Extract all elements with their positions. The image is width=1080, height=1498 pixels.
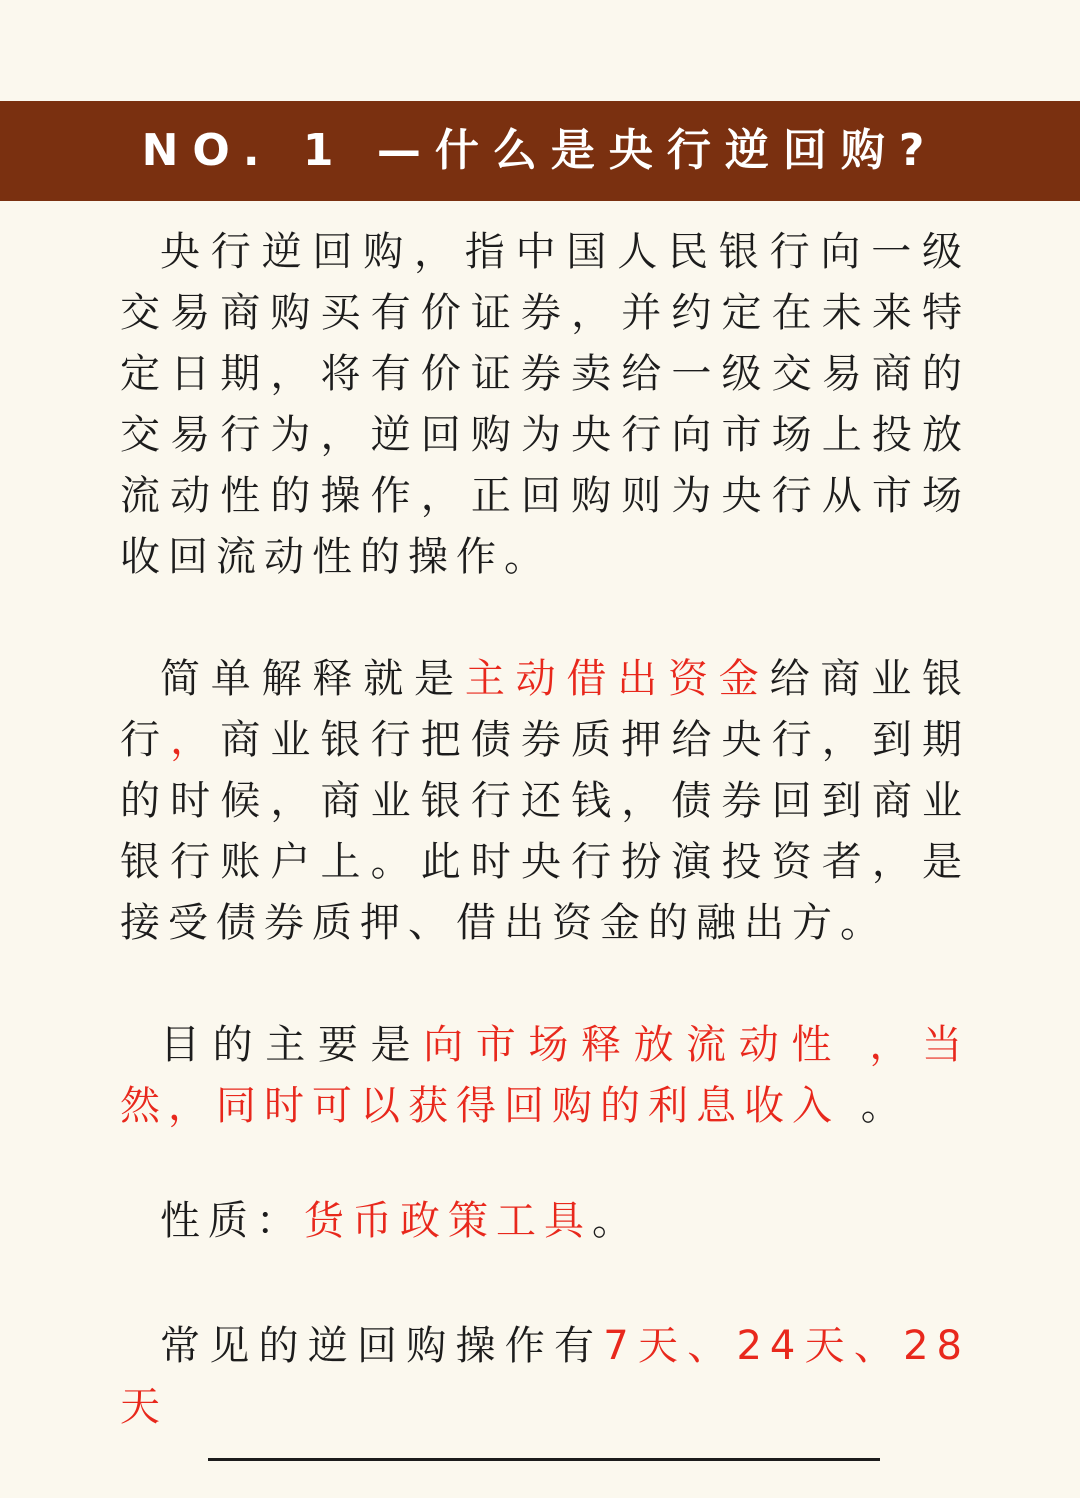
explanation-text: 商业银行把债券质押给央行，到期的时候，商业银行还钱，债券回到商业银行账户上。此时央行扮演投资者，是接受债券质押、借出资金的融出方。: [120, 717, 970, 946]
definition-paragraph: 央行逆回购，指中国人民银行向一级交易商购买有价证券，并约定在未来特定日期，将有价证券卖给一级交易商的交易行为，逆回购为央行向市场上投放流动性的操作，正回购则为央行从市场收回流动性的操作。: [120, 229, 970, 580]
explanation-paragraph: [120, 649, 970, 954]
common-operations-highlight: 7天、24天、28天: [120, 1323, 970, 1430]
purpose-highlight: 向市场释放流动性 ，当然，同时可以获得回购的利息收入: [120, 1022, 970, 1129]
section-header: [0, 101, 1080, 201]
nature-text: 。: [592, 1198, 640, 1244]
footer-divider: [208, 1458, 880, 1461]
common-operations-text: 常见的逆回购操作有: [160, 1323, 604, 1369]
nature-paragraph: [120, 1191, 970, 1252]
purpose-paragraph: [120, 1015, 970, 1137]
explanation-highlight: 主动借出资金: [464, 656, 770, 702]
nature-label: 性质：: [160, 1198, 304, 1244]
explanation-text: 简单解释就是: [160, 656, 465, 702]
purpose-text: 目的主要是: [160, 1022, 424, 1068]
nature-highlight: 货币政策工具: [304, 1198, 592, 1244]
purpose-text: 。: [840, 1083, 909, 1129]
common-operations-paragraph: [120, 1316, 970, 1438]
section-title: NO. 1 —什么是央行逆回购?: [141, 125, 939, 176]
explanation-text: 给商业银行: [120, 656, 971, 763]
explanation-red-comma: ，: [170, 717, 221, 763]
article-body: [120, 222, 970, 1438]
